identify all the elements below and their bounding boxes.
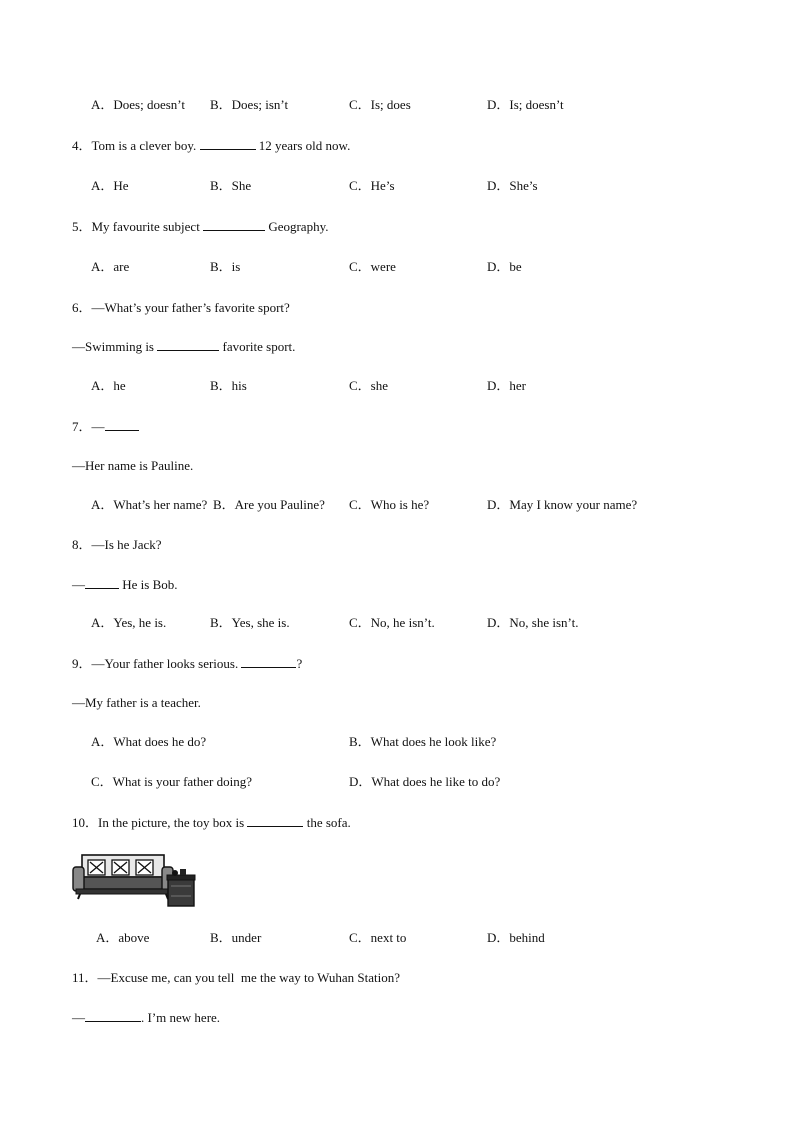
- q10-option-c[interactable]: C．next to: [349, 930, 407, 945]
- q5-option-b[interactable]: B．is: [210, 259, 241, 274]
- q8-option-a[interactable]: A．Yes, he is.: [91, 615, 167, 630]
- q6-stem: 6．—What’s your father’s favorite sport?: [72, 300, 290, 315]
- q8-option-d[interactable]: D．No, she isn’t.: [487, 615, 579, 630]
- q9-option-d[interactable]: D．What does he like to do?: [349, 774, 501, 789]
- q9-dialogue-line: —My father is a teacher.: [72, 695, 201, 710]
- q10-option-a[interactable]: A．above: [96, 930, 150, 945]
- q5-text-after: Geography.: [265, 219, 329, 234]
- q5-text: 5．My favourite subject: [72, 219, 204, 234]
- q5-blank: [203, 219, 265, 231]
- q9-option-a[interactable]: A．What does he do?: [91, 734, 207, 749]
- q11-stem: 11．—Excuse me, can you tell me the way to Wuhan Station?: [72, 970, 401, 985]
- q10-stem: [72, 815, 351, 831]
- q8-option-c[interactable]: C．No, he isn’t.: [349, 615, 435, 630]
- q6-line2-after: favorite sport.: [219, 339, 296, 354]
- q6-option-a[interactable]: A．he: [91, 378, 126, 393]
- q9-text: 9．—Your father looks serious.: [72, 656, 242, 671]
- q7-option-c[interactable]: C．Who is he?: [349, 497, 430, 512]
- sofa-toy-box-illustration: [72, 852, 196, 908]
- q7-option-a[interactable]: A．What’s her name?: [91, 497, 208, 512]
- q11-line2-text: —: [72, 1010, 85, 1025]
- q7-option-b[interactable]: B．Are you Pauline?: [213, 497, 325, 512]
- q5-option-a[interactable]: A．are: [91, 259, 130, 274]
- q9-option-c[interactable]: C．What is your father doing?: [91, 774, 253, 789]
- q8-stem: 8．—Is he Jack?: [72, 537, 162, 552]
- q11-blank: [85, 1010, 141, 1022]
- q10-blank: [247, 815, 303, 827]
- q6-blank: [157, 339, 219, 351]
- q9-stem: [72, 656, 302, 672]
- q9-blank: [241, 656, 296, 668]
- q4-option-c[interactable]: C．He’s: [349, 178, 395, 193]
- q3-option-a[interactable]: A．Does; doesn’t: [91, 97, 186, 112]
- q8-dialogue-line: [72, 577, 178, 593]
- q11-line2-after: . I’m new here.: [141, 1010, 221, 1025]
- q7-stem: [72, 419, 139, 435]
- q4-option-b[interactable]: B．She: [210, 178, 252, 193]
- q4-option-a[interactable]: A．He: [91, 178, 129, 193]
- q3-option-b[interactable]: B．Does; isn’t: [210, 97, 289, 112]
- q6-option-b[interactable]: B．his: [210, 378, 247, 393]
- q9-text-after: ?: [296, 656, 303, 671]
- q7-text: 7．—: [72, 419, 105, 434]
- q10-option-b[interactable]: B．under: [210, 930, 262, 945]
- q5-option-c[interactable]: C．were: [349, 259, 396, 274]
- q7-option-d[interactable]: D．May I know your name?: [487, 497, 638, 512]
- q8-line2-after: He is Bob.: [119, 577, 178, 592]
- q8-line2-text: —: [72, 577, 85, 592]
- q3-option-c[interactable]: C．Is; does: [349, 97, 411, 112]
- q10-option-d[interactable]: D．behind: [487, 930, 545, 945]
- q4-blank: [200, 138, 256, 150]
- q10-text-after: the sofa.: [303, 815, 351, 830]
- q6-line2-text: —Swimming is: [72, 339, 158, 354]
- q4-text: 4．Tom is a clever boy.: [72, 138, 200, 153]
- q6-option-c[interactable]: C．she: [349, 378, 389, 393]
- q8-blank: [85, 577, 119, 589]
- q4-option-d[interactable]: D．She’s: [487, 178, 538, 193]
- q6-option-d[interactable]: D．her: [487, 378, 526, 393]
- q5-stem: [72, 219, 328, 235]
- q7-blank: [105, 419, 139, 431]
- q8-option-b[interactable]: B．Yes, she is.: [210, 615, 290, 630]
- q5-option-d[interactable]: D．be: [487, 259, 522, 274]
- q7-dialogue-line: —Her name is Pauline.: [72, 458, 194, 473]
- q11-dialogue-line: [72, 1010, 220, 1026]
- q6-dialogue-line: [72, 339, 295, 355]
- q4-stem: [72, 138, 350, 154]
- q9-option-b[interactable]: B．What does he look like?: [349, 734, 497, 749]
- q10-text: 10．In the picture, the toy box is: [72, 815, 248, 830]
- q4-text-after: 12 years old now.: [255, 138, 351, 153]
- q3-option-d[interactable]: D．Is; doesn’t: [487, 97, 564, 112]
